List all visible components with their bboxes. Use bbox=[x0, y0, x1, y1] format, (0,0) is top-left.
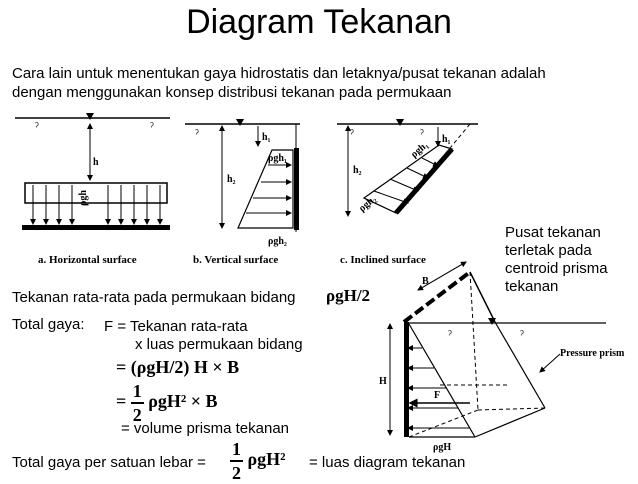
per-width-formula: ρgH² bbox=[247, 449, 286, 470]
caption-horizontal: a. Horizontal surface bbox=[38, 254, 137, 266]
intro-line-2: dengan menggunakan konsep distribusi tekanan pada permukaan bbox=[12, 84, 452, 101]
vertical-plate bbox=[294, 148, 299, 230]
per-width-denominator: 2 bbox=[232, 463, 241, 483]
avg-pressure-formula: ρgH/2 bbox=[326, 286, 371, 305]
per-width-numerator: 1 bbox=[230, 438, 243, 462]
centroid-note bbox=[505, 224, 608, 296]
wave-mark: ˀ bbox=[35, 121, 39, 133]
total-force-line-2: x luas permukaan bidang bbox=[135, 336, 303, 353]
per-width-fraction bbox=[230, 438, 243, 484]
prism-front-slant bbox=[409, 324, 475, 437]
equation-2-denominator: 2 bbox=[132, 405, 142, 425]
caption-vertical: b. Vertical surface bbox=[193, 254, 279, 266]
pressure-arrows-a bbox=[33, 185, 160, 224]
per-width-equation bbox=[230, 438, 286, 484]
label-rho-g-h2-b: ρgh₂ bbox=[268, 236, 287, 247]
wave-mark: ˀ bbox=[350, 128, 354, 140]
prism-plate bbox=[404, 322, 409, 437]
pressure-arrows-c bbox=[374, 158, 438, 203]
label-rho-g-big-h: ρgH bbox=[433, 442, 452, 453]
wave-mark: ˀ bbox=[420, 128, 424, 140]
label-rho-g-h: ρgh bbox=[78, 190, 89, 206]
label-h2-b: h₂ bbox=[227, 174, 236, 185]
figure-horizontal bbox=[15, 113, 170, 230]
intro-line-1: Cara lain untuk menentukan gaya hidrostatis dan letaknya/pusat tekanan adalah bbox=[12, 65, 546, 82]
wave-mark: ˀ bbox=[448, 329, 452, 341]
figure-vertical bbox=[185, 119, 300, 247]
page-title: Diagram Tekanan bbox=[186, 3, 452, 41]
label-rho-g-h1-b: ρgh₁ bbox=[268, 153, 287, 164]
wave-mark: ˀ bbox=[520, 329, 524, 341]
per-width-note: = luas diagram tekanan bbox=[309, 454, 466, 471]
pressure-arrows-b bbox=[246, 165, 291, 213]
total-force-label: Total gaya: bbox=[12, 316, 85, 333]
free-surface-marker-b bbox=[236, 119, 244, 126]
equation-2-suffix: ρgH² × B bbox=[148, 391, 218, 412]
volume-note: = volume prisma tekanan bbox=[121, 420, 290, 437]
figure-inclined bbox=[337, 119, 478, 216]
avg-pressure-label: Tekanan rata-rata pada permukaan bidang bbox=[12, 289, 296, 306]
free-surface-marker-a bbox=[86, 113, 94, 120]
label-h: h bbox=[93, 157, 99, 168]
label-h2-c: h₂ bbox=[353, 165, 362, 176]
centroid-note-line-2: terletak pada bbox=[505, 242, 592, 259]
plate-top-edge bbox=[404, 272, 470, 322]
label-f: F bbox=[434, 390, 441, 401]
label-h1-b: h₁ bbox=[262, 132, 271, 143]
label-b: B bbox=[422, 276, 429, 287]
label-big-h: H bbox=[379, 376, 387, 387]
caption-inclined: c. Inclined surface bbox=[340, 254, 426, 266]
label-pressure-prism: Pressure prism bbox=[560, 348, 625, 359]
free-surface-marker-c bbox=[396, 119, 404, 126]
centroid-note-line-4: tekanan bbox=[505, 278, 559, 295]
equation-1: = (ρgH/2) H × B bbox=[116, 357, 240, 377]
total-force-line-1: F = Tekanan rata-rata bbox=[104, 318, 248, 335]
equation-2-numerator: 1 bbox=[131, 380, 144, 404]
centroid-note-line-3: centroid prisma bbox=[505, 260, 608, 277]
wave-mark: ˀ bbox=[150, 121, 154, 133]
pressure-arrows-prism bbox=[408, 348, 470, 428]
equation-2-prefix: = bbox=[116, 391, 127, 412]
label-h1-c: h₁ bbox=[442, 134, 451, 145]
centroid-note-line-1: Pusat tekanan bbox=[505, 224, 601, 241]
label-rho-g-h1-c: ρgh₁ bbox=[408, 139, 431, 161]
per-width-label: Total gaya per satuan lebar = bbox=[12, 454, 206, 471]
wave-mark: ˀ bbox=[195, 128, 199, 140]
horizontal-plate bbox=[22, 225, 170, 230]
prism-pointer bbox=[540, 354, 560, 372]
label-rho-g-h2-c: ρgh₂ bbox=[356, 193, 379, 215]
